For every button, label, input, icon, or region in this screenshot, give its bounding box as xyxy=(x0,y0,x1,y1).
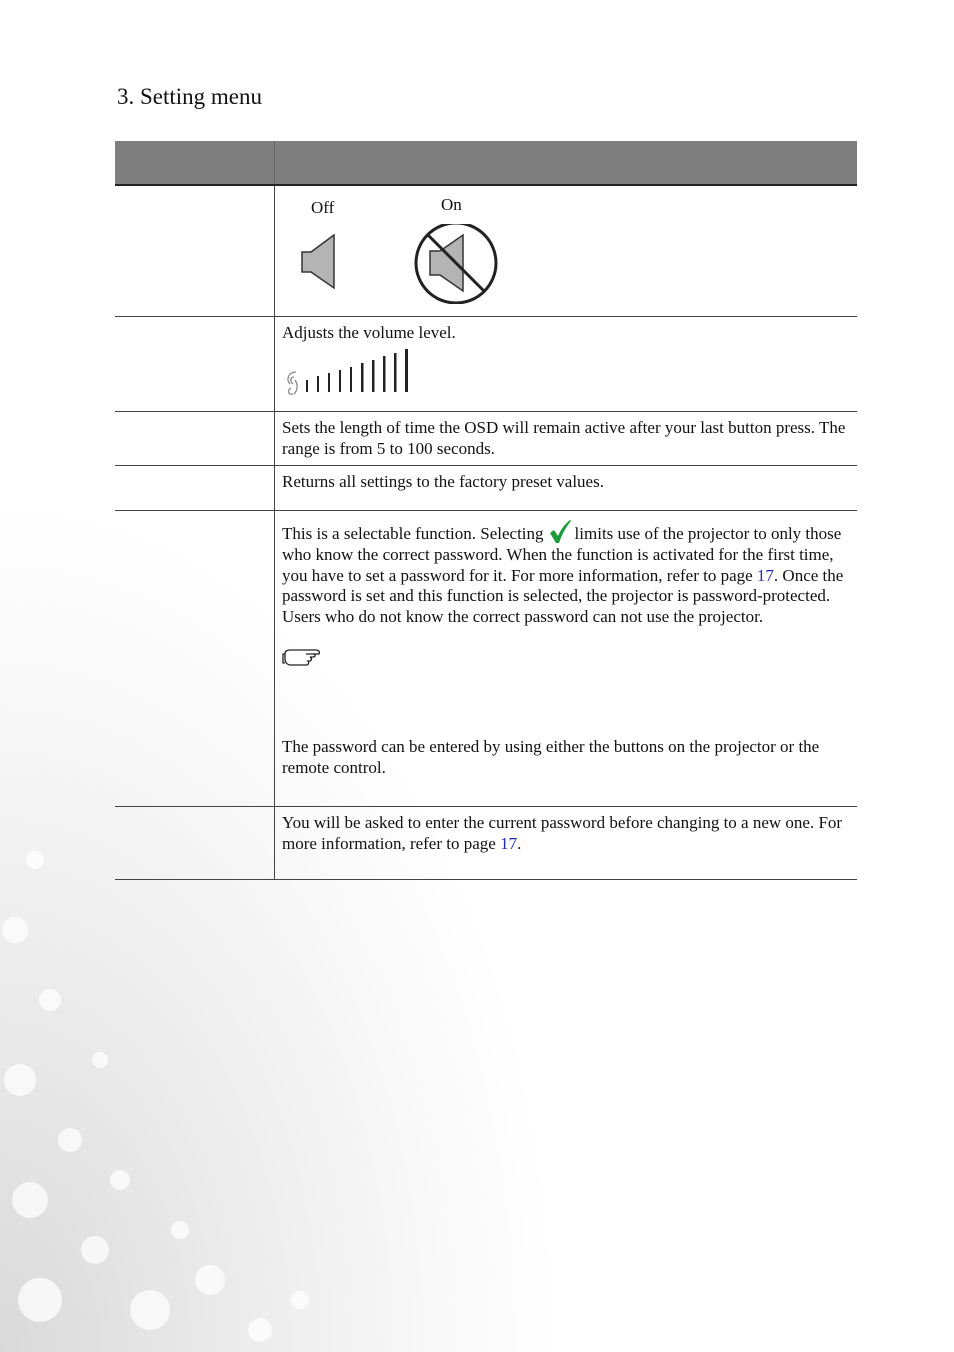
change-password-text-b: . xyxy=(517,833,522,853)
page-17-link-2[interactable]: 17 xyxy=(500,833,518,853)
table-row-volume xyxy=(115,317,857,412)
osd-time-description: Sets the length of time the OSD will remain active after your last button press. The range is from 5 to 100 seconds. xyxy=(282,418,846,458)
reset-description: Returns all settings to the factory preset values. xyxy=(282,472,604,491)
muted-speaker-icon xyxy=(413,224,501,304)
password-text-b: limits use of the projector to only those who know the correct password. When the function is activated for the first time, you have to set a password for it. For more information, refer to page xyxy=(282,524,842,585)
function-name-osd-time xyxy=(115,412,275,466)
description-volume xyxy=(275,317,858,412)
change-password-text-a: You will be asked to enter the current password before changing to a new one. For more information, refer to page xyxy=(282,813,843,853)
change-password-description xyxy=(282,813,850,854)
description-change-password xyxy=(275,807,858,880)
function-name-volume xyxy=(115,317,275,412)
table-row-mute xyxy=(115,185,857,317)
volume-description: Adjusts the volume level. xyxy=(282,323,456,342)
page-17-link[interactable]: 17 xyxy=(756,565,774,585)
table-row-change-password xyxy=(115,807,857,880)
password-text-c: . Once the password is set and this function is selected, the projector is password-protected. Users who do not know the correct password can not use the projector. xyxy=(282,565,844,626)
header-description xyxy=(275,141,858,185)
checkmark-icon xyxy=(548,519,572,545)
mute-on-label: On xyxy=(441,195,462,214)
function-name-password xyxy=(115,511,275,807)
mute-off-label: Off xyxy=(311,198,335,217)
description-osd-time xyxy=(275,412,858,466)
password-entry-description: The password can be entered by using either the buttons on the projector or the remote control. xyxy=(282,737,820,777)
table-row-reset xyxy=(115,466,857,511)
password-description xyxy=(282,519,850,627)
setting-menu-table xyxy=(115,141,857,880)
table-row-password xyxy=(115,511,857,807)
function-name-mute xyxy=(115,185,275,317)
function-name-change-password xyxy=(115,807,275,880)
table-row-osd-time xyxy=(115,412,857,466)
volume-bars-icon xyxy=(282,346,422,398)
speaker-icon xyxy=(299,232,343,292)
function-name-reset xyxy=(115,466,275,511)
description-mute xyxy=(275,185,858,317)
password-text-a: This is a selectable function. Selecting xyxy=(282,524,544,543)
description-password xyxy=(275,511,858,807)
section-title: 3. Setting menu xyxy=(117,84,263,109)
header-function xyxy=(115,141,275,185)
pointing-hand-note-icon xyxy=(282,645,326,667)
description-reset xyxy=(275,466,858,511)
table-header-row xyxy=(115,141,857,185)
mute-illustration xyxy=(275,186,857,316)
password-note xyxy=(282,667,850,725)
